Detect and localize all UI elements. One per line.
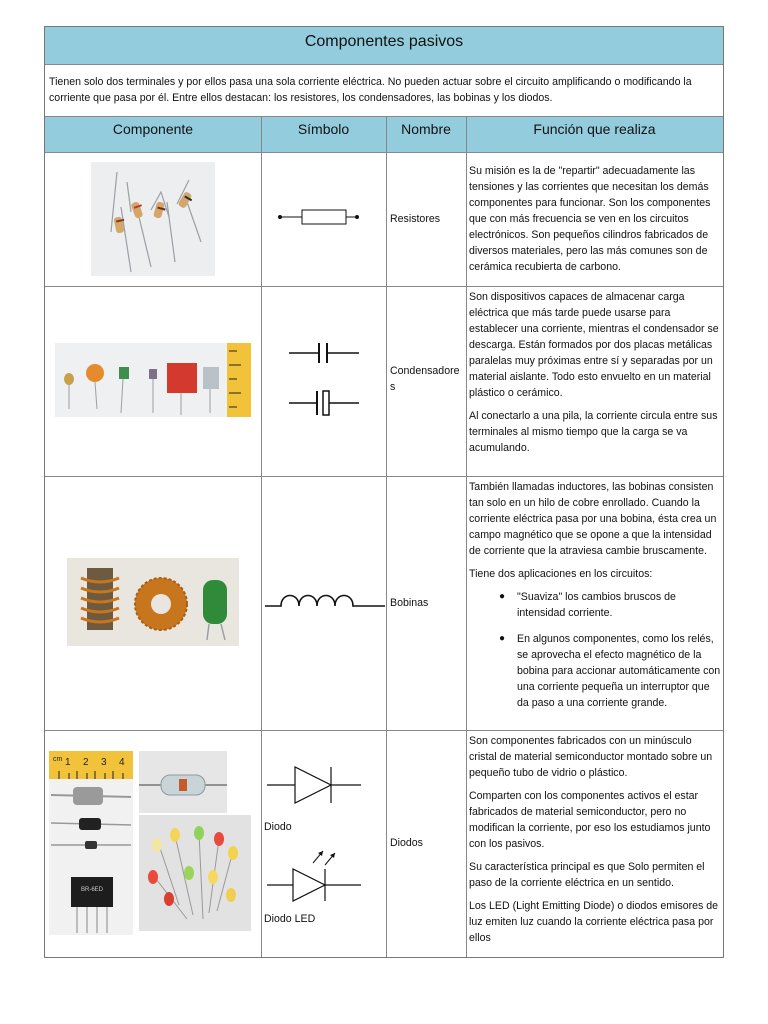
diodes-photo	[49, 751, 133, 935]
divider	[386, 116, 387, 957]
ruler-label: 2	[83, 757, 89, 768]
desc-condensadores	[469, 289, 721, 463]
coils-photo	[67, 558, 239, 646]
ruler-label: cm	[53, 756, 63, 763]
divider	[466, 116, 467, 957]
bullet-icon: ●	[499, 591, 506, 602]
desc-paragraph: Tiene dos aplicaciones en los circuitos:	[469, 568, 653, 580]
desc-paragraph: Al conectarlo a una pila, la corriente circula entre sus terminales al mismo tiempo que la carga se va acumulando.	[469, 410, 718, 454]
capacitor-symbols	[289, 341, 361, 423]
header-funcion: Función que realiza	[533, 121, 656, 137]
desc-resistores	[469, 163, 721, 282]
desc-paragraph: Comparten con los componentes activos el estar fabricados de material semiconductor, pero no modifican la corriente, por eso los estudiamos junto con los pasivos.	[469, 790, 711, 850]
header-componente: Componente	[112, 121, 194, 137]
list-item	[499, 589, 721, 621]
desc-bobinas	[469, 479, 721, 721]
capacitors-photo	[55, 343, 251, 417]
glass-diode-photo	[139, 751, 227, 813]
header-nombre: Nombre	[401, 121, 451, 137]
name-condensadores: Condensadores	[390, 365, 460, 393]
desc-paragraph: Son componentes fabricados con un minúsculo cristal de material semiconductor montado sobre un pequeño tubo de vidrio o plástico.	[469, 735, 713, 779]
ruler-label: 4	[119, 757, 125, 768]
inductor-symbol	[265, 588, 385, 616]
divider	[45, 730, 723, 731]
list-item	[499, 631, 721, 711]
page-title: Componentes pasivos	[304, 33, 464, 50]
divider	[261, 116, 262, 957]
desc-paragraph: Su característica principal es que Solo permiten el paso de la corriente eléctrica en un sentido.	[469, 861, 705, 889]
desc-diodos	[469, 733, 721, 953]
divider	[45, 476, 723, 477]
leds-photo	[139, 815, 251, 931]
header-simbolo: Símbolo	[297, 121, 350, 137]
led-symbol	[267, 839, 363, 907]
desc-paragraph: También llamadas inductores, las bobinas consisten tan solo en un hilo de cobre enrollado. Cuando la corriente eléctrica pasa por una bobina, ésta crea un campo magnético que se opone a que la intensidad de corriente que la atraviesa cambie bruscamente.	[469, 481, 717, 557]
divider	[45, 286, 723, 287]
intro-text: Tienen solo dos terminales y por ellos pasa una sola corriente eléctrica. No pueden actuar sobre el circuito amplificando o modificando la corriente que pasa por él. Entre ellos destacan: los resistores, los condensadores, las bobinas y los diodos.	[49, 76, 692, 104]
desc-paragraph: Son dispositivos capaces de almacenar carga eléctrica que más tarde puede usarse para establecer una corriente, mientras el condensador se descarga. Están formados por dos placas metálicas paralelas muy próximas entre sí y separadas por un material aislante. Todo esto envuelto en un material plástico o cerámico.	[469, 291, 719, 399]
name-diodos: Diodos	[390, 837, 423, 849]
label-diodo: Diodo	[264, 821, 292, 833]
desc-paragraph: Los LED (Light Emitting Diode) o diodos emisores de luz emiten luz cuando la corriente eléctrica pasa por ellos	[469, 900, 719, 944]
components-table	[44, 26, 724, 958]
bullet-text: En algunos componentes, como los relés, se aprovecha el efecto magnético de la bobina para accionar automáticamente con una corriente pequeña un interruptor que da paso a una corriente grande.	[517, 633, 721, 709]
bullet-list	[469, 589, 721, 711]
diode-symbol	[267, 763, 363, 809]
bullet-icon: ●	[499, 633, 506, 644]
resistor-symbol	[277, 207, 361, 227]
bridge-label: BR-6ED	[80, 887, 104, 893]
ruler-label: 1	[65, 757, 71, 768]
bullet-text: "Suaviza" los cambios bruscos de intensidad corriente.	[517, 591, 676, 619]
resistors-photo	[91, 162, 215, 276]
name-bobinas: Bobinas	[390, 597, 429, 609]
divider	[45, 64, 723, 65]
desc-paragraph: Su misión es la de "repartir" adecuadamente las tensiones y las corrientes que necesitan los demás componentes para funcionar. Son los componentes que con más frecuencia se ven en los circuitos electrónicos. Son pequeños cilindros fabricados de diversos materiales, pero las más comunes son de cerámica recubierta de carbono.	[469, 165, 711, 273]
divider	[45, 152, 723, 153]
label-diodo-led: Diodo LED	[264, 913, 316, 925]
ruler-label: 3	[101, 757, 107, 768]
name-resistores: Resistores	[390, 213, 441, 225]
